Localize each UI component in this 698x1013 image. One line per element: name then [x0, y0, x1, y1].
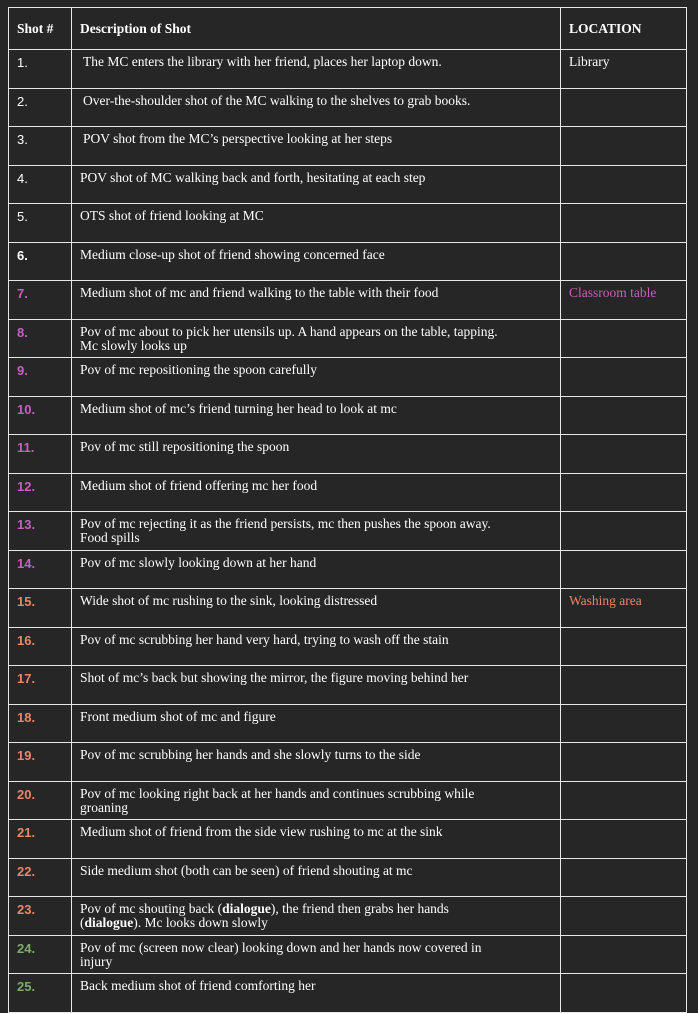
shot-location — [561, 666, 687, 705]
shot-description — [72, 974, 561, 1013]
shot-location: Library — [561, 50, 687, 89]
description-text: Pov of mc scrubbing her hands and she slowly turns to the side — [80, 747, 421, 762]
header-location: LOCATION — [561, 8, 687, 50]
description-text: The MC enters the library with her friend, places her laptop down. — [83, 54, 442, 69]
shot-number: 17. — [9, 666, 72, 705]
table-row — [9, 820, 687, 859]
description-text: Medium shot of mc and friend walking to the table with their food — [80, 285, 439, 300]
shot-number: 12. — [9, 473, 72, 512]
shot-number: 2. — [9, 88, 72, 127]
shot-description — [72, 358, 561, 397]
shot-description — [72, 512, 561, 551]
shot-location — [561, 396, 687, 435]
table-row — [9, 704, 687, 743]
shot-location — [561, 165, 687, 204]
table-row — [9, 204, 687, 243]
shot-location — [561, 704, 687, 743]
header-shot-number: Shot # — [9, 8, 72, 50]
shot-number: 10. — [9, 396, 72, 435]
shot-number: 19. — [9, 743, 72, 782]
shot-location — [561, 127, 687, 166]
shot-number: 4. — [9, 165, 72, 204]
shot-location — [561, 435, 687, 474]
description-text: Pov of mc scrubbing her hand very hard, trying to wash off the stain — [80, 631, 449, 647]
description-text: Pov of mc rejecting it as the friend persists, mc then pushes the spoon away. Food spills — [80, 516, 491, 545]
description-text: Pov of mc slowly looking down at her hand — [80, 554, 317, 570]
shot-number: 22. — [9, 858, 72, 897]
shot-description — [72, 204, 561, 243]
shot-location — [561, 242, 687, 281]
description-text: POV shot from the MC’s perspective looking at her steps — [83, 131, 393, 146]
table-row — [9, 127, 687, 166]
shot-description — [72, 165, 561, 204]
description-text: Pov of mc repositioning the spoon carefully — [80, 362, 317, 377]
shot-description — [72, 935, 561, 974]
description-text: Pov of mc about to pick her utensils up. A hand appears on the table, tapping. Mc slowly looks up — [80, 323, 498, 353]
shot-description — [72, 435, 561, 474]
shot-location — [561, 512, 687, 551]
shot-number: 24. — [9, 935, 72, 974]
table-row — [9, 396, 687, 435]
description-text: Medium shot of mc’s friend turning her head to look at mc — [80, 400, 397, 416]
header-description: Description of Shot — [72, 8, 561, 50]
shot-number: 14. — [9, 550, 72, 589]
shot-location — [561, 743, 687, 782]
description-text: OTS shot of friend looking at MC — [80, 208, 264, 223]
shot-description — [72, 589, 561, 628]
shot-description — [72, 820, 561, 859]
shot-description — [72, 242, 561, 281]
shot-location — [561, 935, 687, 974]
shot-list-table — [8, 7, 687, 1013]
table-row — [9, 627, 687, 666]
shot-description — [72, 704, 561, 743]
table-row — [9, 281, 687, 320]
shot-description — [72, 743, 561, 782]
shot-number: 1. — [9, 50, 72, 89]
shot-number: 16. — [9, 627, 72, 666]
shot-description — [72, 550, 561, 589]
shot-location — [561, 550, 687, 589]
table-row — [9, 550, 687, 589]
description-text: Pov of mc (screen now clear) looking down and her hands now covered in injury — [80, 939, 482, 969]
table-row — [9, 781, 687, 820]
description-text: ), the friend then grabs her hands ( — [80, 901, 449, 930]
shot-number: 18. — [9, 704, 72, 743]
header-row — [9, 8, 687, 50]
description-text: Medium close-up shot of friend showing concerned face — [80, 246, 385, 262]
table-row — [9, 88, 687, 127]
shot-number: 8. — [9, 319, 72, 358]
description-text: Medium shot of friend offering mc her food — [80, 477, 318, 493]
description-text: Pov of mc looking right back at her hands and continues scrubbing while groaning — [80, 785, 475, 815]
shot-number: 6. — [9, 242, 72, 281]
description-text: ). Mc looks down slowly — [133, 915, 268, 930]
description-text: Side medium shot (both can be seen) of friend shouting at mc — [80, 862, 413, 878]
shot-description — [72, 666, 561, 705]
table-row — [9, 935, 687, 974]
shot-number: 7. — [9, 281, 72, 320]
table-row — [9, 974, 687, 1013]
shot-location — [561, 204, 687, 243]
table-row — [9, 165, 687, 204]
description-text: Pov of mc still repositioning the spoon — [80, 439, 290, 454]
shot-description — [72, 473, 561, 512]
shot-number: 25. — [9, 974, 72, 1013]
shot-description — [72, 396, 561, 435]
table-row — [9, 242, 687, 281]
shot-description — [72, 858, 561, 897]
table-row — [9, 473, 687, 512]
description-text: Shot of mc’s back but showing the mirror, the figure moving behind her — [80, 670, 469, 685]
shot-number: 11. — [9, 435, 72, 474]
shot-description — [72, 127, 561, 166]
shot-location — [561, 820, 687, 859]
shot-description — [72, 281, 561, 320]
table-row — [9, 435, 687, 474]
shot-location — [561, 781, 687, 820]
shot-location — [561, 319, 687, 358]
shot-location: Washing area — [561, 589, 687, 628]
shot-number: 13. — [9, 512, 72, 551]
table-row — [9, 50, 687, 89]
table-row — [9, 358, 687, 397]
description-text: Front medium shot of mc and figure — [80, 708, 276, 724]
description-text: POV shot of MC walking back and forth, hesitating at each step — [80, 169, 426, 185]
shot-location — [561, 897, 687, 936]
bold-text: dialogue — [84, 915, 134, 930]
table-row — [9, 666, 687, 705]
table-row — [9, 319, 687, 358]
shot-description — [72, 627, 561, 666]
shot-description — [72, 50, 561, 89]
bold-text: dialogue — [222, 901, 271, 916]
shot-description — [72, 897, 561, 936]
shot-number: 15. — [9, 589, 72, 628]
shot-number: 9. — [9, 358, 72, 397]
shot-location: Classroom table — [561, 281, 687, 320]
shot-description — [72, 319, 561, 358]
shot-location — [561, 627, 687, 666]
table-row — [9, 743, 687, 782]
shot-location — [561, 974, 687, 1013]
shot-location — [561, 473, 687, 512]
shot-number: 20. — [9, 781, 72, 820]
table-row — [9, 897, 687, 936]
description-text: Medium shot of friend from the side view rushing to mc at the sink — [80, 824, 443, 839]
shot-description — [72, 781, 561, 820]
shot-location — [561, 858, 687, 897]
shot-number: 21. — [9, 820, 72, 859]
description-text: Pov of mc shouting back ( — [80, 901, 223, 916]
shot-number: 23. — [9, 897, 72, 936]
table-row — [9, 589, 687, 628]
table-row — [9, 512, 687, 551]
shot-location — [561, 88, 687, 127]
table-row — [9, 858, 687, 897]
description-text: Over-the-shoulder shot of the MC walking to the shelves to grab books. — [83, 92, 471, 108]
description-text: Wide shot of mc rushing to the sink, looking distressed — [80, 593, 378, 608]
shot-location — [561, 358, 687, 397]
shot-number: 5. — [9, 204, 72, 243]
shot-number: 3. — [9, 127, 72, 166]
description-text: Back medium shot of friend comforting her — [80, 978, 316, 993]
shot-description — [72, 88, 561, 127]
